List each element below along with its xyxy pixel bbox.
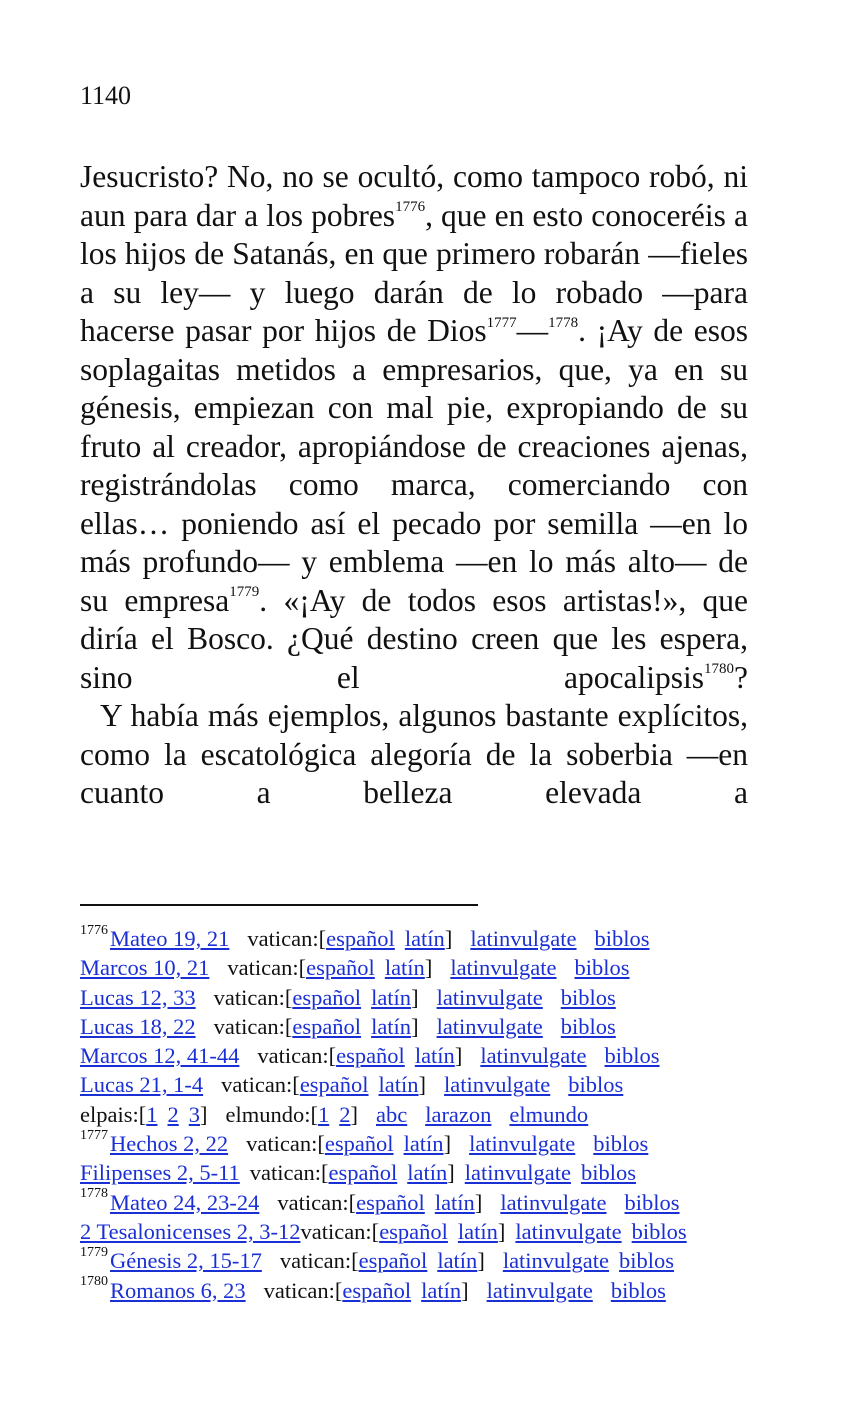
- latin-link[interactable]: latín: [404, 926, 445, 951]
- footnote-divider: [80, 904, 478, 906]
- bracket: ]: [418, 1072, 427, 1098]
- footnote-1778-line-1: [80, 1188, 770, 1217]
- espanol-link[interactable]: español: [379, 1218, 448, 1244]
- bracket: ]: [411, 1013, 419, 1039]
- text-run: , que en esto conoceréis a los hijos de Satanás, en que primero robarán —fieles a su ley— y luego darán de lo robado —para hacerse pasar por hijos de Dios: [80, 197, 748, 348]
- bracket: ]: [199, 1101, 208, 1127]
- latinvulgate-link[interactable]: latinvulgate: [469, 1131, 576, 1157]
- latinvulgate-link[interactable]: latinvulgate: [502, 1248, 610, 1274]
- biblos-link[interactable]: biblos: [560, 984, 616, 1010]
- latin-link[interactable]: latín: [407, 1160, 448, 1186]
- footnote-1776-line-5: [80, 1041, 770, 1070]
- bracket: ]: [424, 955, 433, 981]
- espanol-link[interactable]: español: [299, 1072, 369, 1098]
- footnote-ref-1777[interactable]: 1777: [486, 314, 517, 331]
- biblos-link[interactable]: biblos: [594, 926, 650, 951]
- footnote-1776-line-4: [80, 1012, 770, 1041]
- body-text: [80, 158, 748, 813]
- footnote-1776-line-2: [80, 953, 770, 982]
- vatican-label: vatican:[: [257, 1043, 337, 1069]
- vatican-label: vatican:[: [213, 984, 293, 1010]
- bible-ref-link[interactable]: Lucas 18, 22: [80, 1013, 196, 1039]
- espanol-link[interactable]: español: [356, 1189, 425, 1215]
- footnote-ref-1778[interactable]: 1778: [548, 314, 579, 331]
- elmundo-link[interactable]: elmundo: [509, 1101, 589, 1127]
- elmundo-label: elmundo:[: [225, 1101, 318, 1127]
- latin-link[interactable]: latín: [384, 955, 425, 981]
- bible-ref-link[interactable]: Marcos 10, 21: [80, 955, 210, 981]
- text-run: . «¡Ay de todos esos artistas!», que diría el Bosco. ¿Qué destino creen que les espera, sino el apocalipsis: [80, 582, 748, 695]
- vatican-label: vatican:[: [249, 1160, 329, 1186]
- vatican-label: vatican:[: [221, 1072, 300, 1098]
- bible-ref-link[interactable]: Mateo 24, 23-24: [110, 1189, 260, 1215]
- bible-ref-link[interactable]: Mateo 19, 21: [110, 926, 230, 951]
- latinvulgate-link[interactable]: latinvulgate: [515, 1218, 622, 1244]
- elpais-link-2[interactable]: 2: [167, 1101, 179, 1127]
- espanol-link[interactable]: español: [358, 1248, 428, 1274]
- espanol-link[interactable]: español: [342, 1277, 412, 1303]
- biblos-link[interactable]: biblos: [619, 1248, 675, 1274]
- biblos-link[interactable]: biblos: [624, 1189, 680, 1215]
- espanol-link[interactable]: español: [306, 955, 375, 981]
- page-number: 1140: [80, 81, 132, 110]
- bible-ref-link[interactable]: Filipenses 2, 5-11: [80, 1160, 240, 1186]
- latinvulgate-link[interactable]: latinvulgate: [480, 1043, 587, 1069]
- biblos-link[interactable]: biblos: [580, 1160, 636, 1186]
- footnote-number: 1779: [80, 1244, 108, 1260]
- footnotes: [80, 924, 770, 1305]
- footnote-number: 1778: [80, 1186, 108, 1202]
- espanol-link[interactable]: español: [336, 1043, 405, 1069]
- espanol-link[interactable]: español: [324, 1131, 394, 1157]
- latin-link[interactable]: latín: [421, 1277, 462, 1303]
- espanol-link[interactable]: español: [328, 1160, 398, 1186]
- biblos-link[interactable]: biblos: [593, 1131, 649, 1157]
- biblos-link[interactable]: biblos: [568, 1072, 624, 1098]
- latinvulgate-link[interactable]: latinvulgate: [450, 955, 557, 981]
- text-run: Jesucristo? No, no se ocultó, como tampoco robó, ni aun para dar a los pobres: [80, 159, 748, 233]
- latinvulgate-link[interactable]: latinvulgate: [486, 1277, 593, 1303]
- biblos-link[interactable]: biblos: [604, 1043, 660, 1069]
- larazon-link[interactable]: larazon: [425, 1101, 492, 1127]
- bible-ref-link[interactable]: 2 Tesalonicenses 2, 3-12: [80, 1218, 301, 1244]
- footnote-1776-press-line: [80, 1100, 770, 1129]
- footnote-ref-1776[interactable]: 1776: [395, 199, 426, 215]
- vatican-label: vatican:[: [263, 1277, 343, 1303]
- footnote-1780-line-1: [80, 1276, 770, 1305]
- biblos-link[interactable]: biblos: [631, 1218, 687, 1244]
- vatican-label: vatican:[: [246, 1131, 325, 1157]
- biblos-link[interactable]: biblos: [610, 1277, 666, 1303]
- latin-link[interactable]: latín: [457, 1218, 498, 1244]
- footnote-number: 1777: [80, 1127, 108, 1143]
- footnote-1776-line-3: [80, 983, 770, 1012]
- bible-ref-link[interactable]: Marcos 12, 41-44: [80, 1043, 240, 1069]
- espanol-link[interactable]: español: [292, 984, 362, 1010]
- bracket: ]: [411, 984, 419, 1010]
- text-run: ?: [734, 659, 748, 695]
- vatican-label: vatican:[: [300, 1218, 380, 1244]
- footnote-1779-line-1: [80, 1246, 770, 1275]
- elmundo-link-1[interactable]: 1: [317, 1101, 330, 1127]
- footnote-1777-line-2: [80, 1158, 770, 1187]
- biblos-link[interactable]: biblos: [560, 1013, 616, 1039]
- elmundo-link-2[interactable]: 2: [339, 1101, 351, 1127]
- latin-link[interactable]: latín: [437, 1248, 478, 1274]
- bible-ref-link[interactable]: Romanos 6, 23: [110, 1277, 246, 1303]
- latinvulgate-link[interactable]: latinvulgate: [500, 1189, 607, 1215]
- bible-ref-link[interactable]: Lucas 12, 33: [80, 984, 196, 1010]
- elpais-link-3[interactable]: 3: [188, 1101, 200, 1127]
- text-run: . ¡Ay de esos soplagaitas metidos a empresarios, que, ya en su génesis, empiezan con mal pie, expropiando de su fruto al creador, apropiándose de creaciones ajenas, registrándolas como marca, comerciando con ellas… poniendo así el pecado por semilla —en lo más profundo— y emblema —en lo más alto— de su empresa: [80, 313, 748, 618]
- bracket: ]: [454, 1043, 463, 1069]
- vatican-label: vatican:[: [227, 955, 307, 981]
- bible-ref-link[interactable]: Génesis 2, 15-17: [110, 1248, 262, 1274]
- vatican-label: vatican:[: [279, 1248, 359, 1274]
- abc-link[interactable]: abc: [375, 1101, 408, 1127]
- bracket: ]: [461, 1277, 469, 1303]
- latin-link[interactable]: latín: [414, 1043, 455, 1069]
- footnote-number: 1776: [80, 922, 108, 938]
- latinvulgate-link[interactable]: latinvulgate: [470, 926, 577, 951]
- latin-link[interactable]: latín: [371, 984, 412, 1010]
- paragraph-2: Y había más ejemplos, algunos bastante explícitos, como la escatológica alegoría de la soberbia —en cuanto a belleza elevada a: [80, 698, 748, 810]
- elpais-link-1[interactable]: 1: [146, 1101, 158, 1127]
- footnote-ref-1779[interactable]: 1779: [229, 584, 260, 600]
- footnote-1776-line-1: [80, 924, 770, 953]
- bracket: ]: [474, 1189, 483, 1215]
- latinvulgate-link[interactable]: latinvulgate: [444, 1072, 551, 1098]
- latin-link[interactable]: latín: [434, 1189, 475, 1215]
- bracket: ]: [443, 1131, 452, 1157]
- paragraph-1: [80, 158, 748, 697]
- footnote-number: 1780: [80, 1274, 108, 1290]
- footnote-1776-line-6: [80, 1070, 770, 1099]
- footnote-ref-1780[interactable]: 1780: [704, 661, 735, 677]
- latinvulgate-link[interactable]: latinvulgate: [436, 984, 543, 1010]
- biblos-link[interactable]: biblos: [574, 955, 630, 981]
- elpais-label: elpais:[: [80, 1101, 147, 1127]
- bracket: ]: [447, 1160, 455, 1186]
- espanol-link[interactable]: español: [292, 1013, 362, 1039]
- vatican-label: vatican:[: [213, 1013, 293, 1039]
- bible-ref-link[interactable]: Lucas 21, 1-4: [80, 1072, 204, 1098]
- bracket: ]: [497, 1218, 506, 1244]
- footnote-1777-line-1: [80, 1129, 770, 1158]
- vatican-label: vatican:[: [247, 926, 327, 951]
- bracket: ]: [477, 1248, 485, 1274]
- text-run: —: [516, 313, 549, 348]
- bible-ref-link[interactable]: Hechos 2, 22: [110, 1131, 229, 1157]
- latin-link[interactable]: latín: [371, 1013, 412, 1039]
- latin-link[interactable]: latín: [403, 1131, 444, 1157]
- bracket: ]: [350, 1101, 358, 1127]
- bracket: ]: [444, 926, 453, 951]
- latinvulgate-link[interactable]: latinvulgate: [464, 1160, 571, 1186]
- latin-link[interactable]: latín: [378, 1072, 419, 1098]
- latinvulgate-link[interactable]: latinvulgate: [436, 1013, 543, 1039]
- espanol-link[interactable]: español: [326, 926, 395, 951]
- vatican-label: vatican:[: [277, 1189, 357, 1215]
- footnote-1778-line-2: [80, 1217, 770, 1246]
